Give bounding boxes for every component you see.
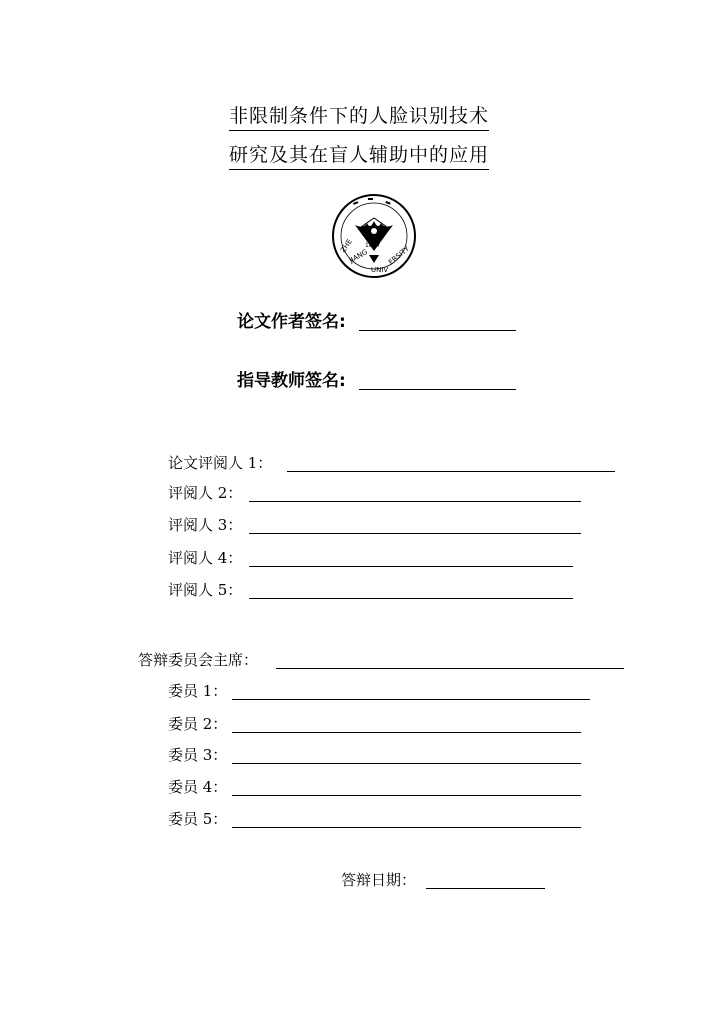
defense-date-row — [341, 869, 547, 891]
reviewer-label: 评阅人 4： — [168, 549, 243, 567]
committee-member-row — [168, 744, 582, 766]
committee-chair-signature-field[interactable] — [276, 668, 624, 669]
reviewer-row — [168, 547, 574, 569]
svg-text:UNIV: UNIV — [371, 266, 389, 274]
committee-member-label: 委员 1： — [168, 682, 228, 700]
committee-member-label: 委员 3： — [168, 746, 228, 764]
committee-chair-row — [138, 649, 626, 671]
defense-date-field[interactable] — [426, 888, 545, 889]
reviewer-row — [168, 579, 574, 601]
committee-member-signature-field[interactable] — [232, 763, 581, 764]
zhejiang-university-logo — [331, 193, 417, 279]
committee-member-signature-field[interactable] — [232, 827, 581, 828]
svg-text:ZHE: ZHE — [339, 237, 354, 255]
advisor-signature-row — [237, 369, 517, 393]
advisor-signature-field[interactable] — [359, 389, 516, 390]
reviewer-row — [168, 514, 582, 536]
thesis-title-line-1: 非限制条件下的人脸识别技术 — [229, 104, 489, 131]
defense-date-label: 答辩日期： — [341, 871, 417, 889]
committee-member-row — [168, 776, 582, 798]
committee-member-label: 委员 4： — [168, 778, 228, 796]
svg-text:1897: 1897 — [365, 242, 381, 249]
thesis-title-line-2: 研究及其在盲人辅助中的应用 — [229, 143, 489, 170]
committee-member-row — [168, 713, 582, 735]
reviewer-signature-field[interactable] — [287, 471, 615, 472]
reviewer-row — [168, 482, 582, 504]
committee-member-signature-field[interactable] — [232, 795, 581, 796]
committee-member-label: 委员 5： — [168, 810, 228, 828]
reviewer-row — [168, 452, 616, 474]
reviewer-signature-field[interactable] — [249, 566, 573, 567]
advisor-signature-label: 指导教师签名: — [237, 371, 346, 391]
reviewer-label: 评阅人 3： — [168, 516, 243, 534]
reviewer-signature-field[interactable] — [249, 533, 581, 534]
reviewer-signature-field[interactable] — [249, 598, 573, 599]
svg-text:JIANG: JIANG — [348, 248, 369, 265]
committee-member-row — [168, 808, 582, 830]
reviewer-signature-field[interactable] — [249, 501, 581, 502]
committee-member-signature-field[interactable] — [232, 699, 590, 700]
author-signature-row — [237, 310, 517, 334]
committee-member-signature-field[interactable] — [232, 732, 581, 733]
reviewer-label: 论文评阅人 1： — [168, 454, 273, 472]
svg-text:ERSITY: ERSITY — [387, 244, 411, 267]
committee-chair-label: 答辩委员会主席： — [138, 651, 259, 669]
committee-member-label: 委员 2： — [168, 715, 228, 733]
reviewer-label: 评阅人 5： — [168, 581, 243, 599]
author-signature-field[interactable] — [359, 330, 516, 331]
author-signature-label: 论文作者签名: — [237, 312, 346, 332]
committee-member-row — [168, 680, 592, 702]
reviewer-label: 评阅人 2： — [168, 484, 243, 502]
